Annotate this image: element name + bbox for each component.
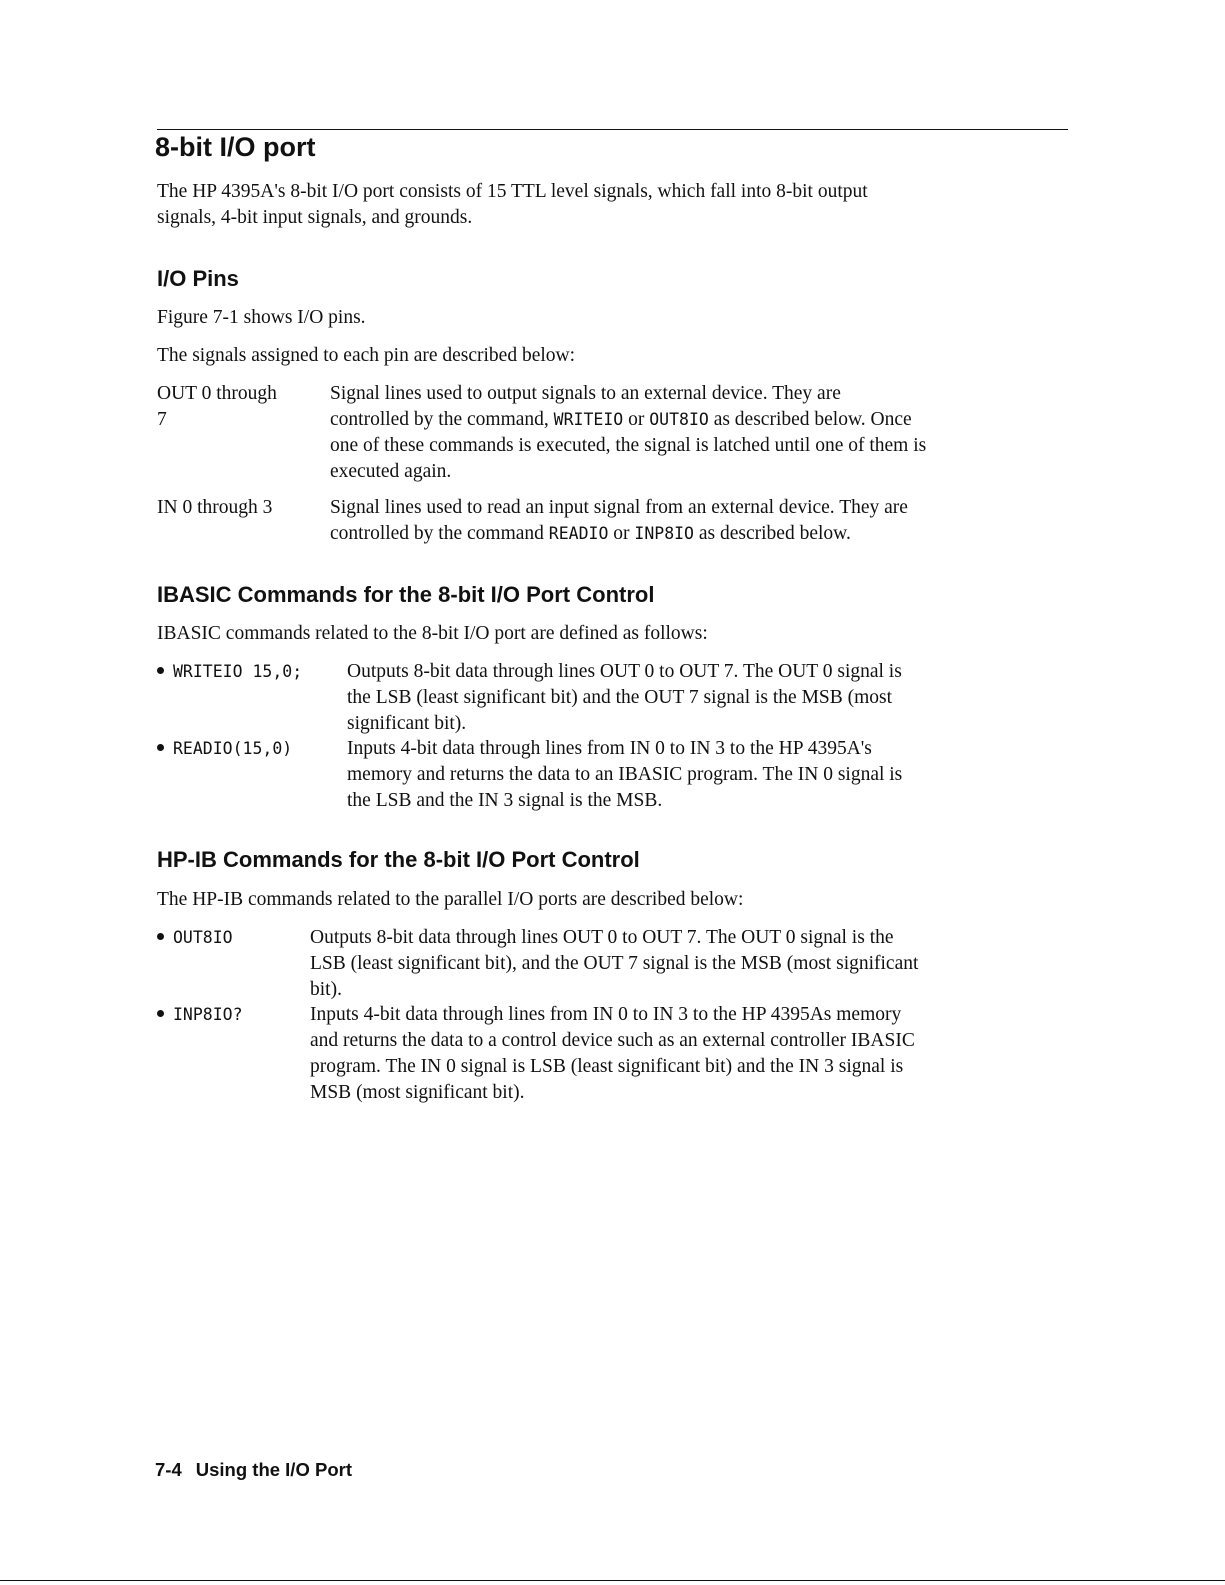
page-number: 7-4 — [155, 1459, 182, 1480]
pin-desc-out — [330, 381, 1070, 485]
pin-desc-in-cmd2: INP8IO — [634, 524, 694, 543]
bullet-icon — [157, 933, 164, 940]
pin-desc-out-cmd2: OUT8IO — [649, 410, 709, 429]
hpib-command-out8io — [157, 925, 233, 951]
pin-desc-out-cmd1: WRITEIO — [553, 410, 624, 429]
pin-desc-in-cmd1: READIO — [548, 524, 609, 543]
page-footer — [155, 1459, 352, 1481]
pin-desc-in — [330, 495, 1070, 547]
hpib-command-label: INP8IO? — [173, 1005, 243, 1024]
section-title: 8-bit I/O port — [155, 132, 316, 162]
pin-term-in: IN 0 through 3 — [157, 497, 273, 518]
hpib-command-label: OUT8IO — [173, 928, 233, 947]
hpib-heading: HP-IB Commands for the 8-bit I/O Port Control — [157, 847, 640, 872]
hpib-command-desc: Inputs 4-bit data through lines from IN 0 to IN 3 to the HP 4395As memory and returns the data to a control device such as an external controller IBASIC program. The IN 0 signal is LSB (least significant bit) and the IN 3 signal is MSB (most significant bit). — [310, 1004, 915, 1103]
pin-desc-in-post: as described below. — [694, 523, 851, 544]
pin-desc-in-pre: Signal lines used to read an input signal from an external device. They are controlled by the command — [330, 497, 908, 544]
pin-desc-out-mid: or — [623, 409, 650, 430]
section-intro: The HP 4395A's 8-bit I/O port consists of 15 TTL level signals, which fall into 8-bit output signals, 4-bit input signals, and grounds. — [157, 181, 868, 228]
ibasic-heading: IBASIC Commands for the 8-bit I/O Port Control — [157, 582, 655, 607]
hpib-intro: The HP-IB commands related to the parallel I/O ports are described below: — [157, 889, 744, 910]
page-bottom-edge — [0, 1580, 1225, 1581]
bullet-icon — [157, 1010, 164, 1017]
signals-intro: The signals assigned to each pin are described below: — [157, 345, 576, 366]
ibasic-command-desc: Inputs 4-bit data through lines from IN 0 to IN 3 to the HP 4395A's memory and returns the data to an IBASIC program. The IN 0 signal is the LSB and the IN 3 signal is the MSB. — [347, 738, 903, 811]
header-rule — [157, 129, 1068, 130]
hpib-command-desc: Outputs 8-bit data through lines OUT 0 to OUT 7. The OUT 0 signal is the LSB (least significant bit), and the OUT 7 signal is the MSB (most significant bit). — [310, 927, 919, 1000]
chapter-title: Using the I/O Port — [195, 1459, 352, 1480]
ibasic-intro: IBASIC commands related to the 8-bit I/O port are defined as follows: — [157, 623, 708, 644]
pin-desc-in-mid: or — [608, 523, 635, 544]
hpib-command-inp8io — [157, 1002, 243, 1028]
ibasic-command-desc: Outputs 8-bit data through lines OUT 0 to OUT 7. The OUT 0 signal is the LSB (least significant bit) and the OUT 7 signal is the MSB (most significant bit). — [347, 661, 902, 734]
bullet-icon — [157, 744, 164, 751]
ibasic-command-label: READIO(15,0) — [173, 739, 293, 758]
ibasic-command-readio — [157, 736, 292, 762]
pin-term-out: OUT 0 through 7 — [157, 383, 277, 430]
bullet-icon — [157, 667, 164, 674]
ibasic-command-label: WRITEIO 15,0; — [173, 662, 303, 681]
figure-reference: Figure 7-1 shows I/O pins. — [157, 307, 366, 328]
io-pins-heading: I/O Pins — [157, 266, 239, 291]
pin-desc-out-pre: Signal lines used to output signals to an external device. They are controlled by the command, — [330, 383, 841, 430]
ibasic-command-writeio — [157, 659, 302, 685]
pin-desc-out-post: as described below. Once one of these commands is executed, the signal is latched until one of them is executed again. — [330, 409, 927, 482]
